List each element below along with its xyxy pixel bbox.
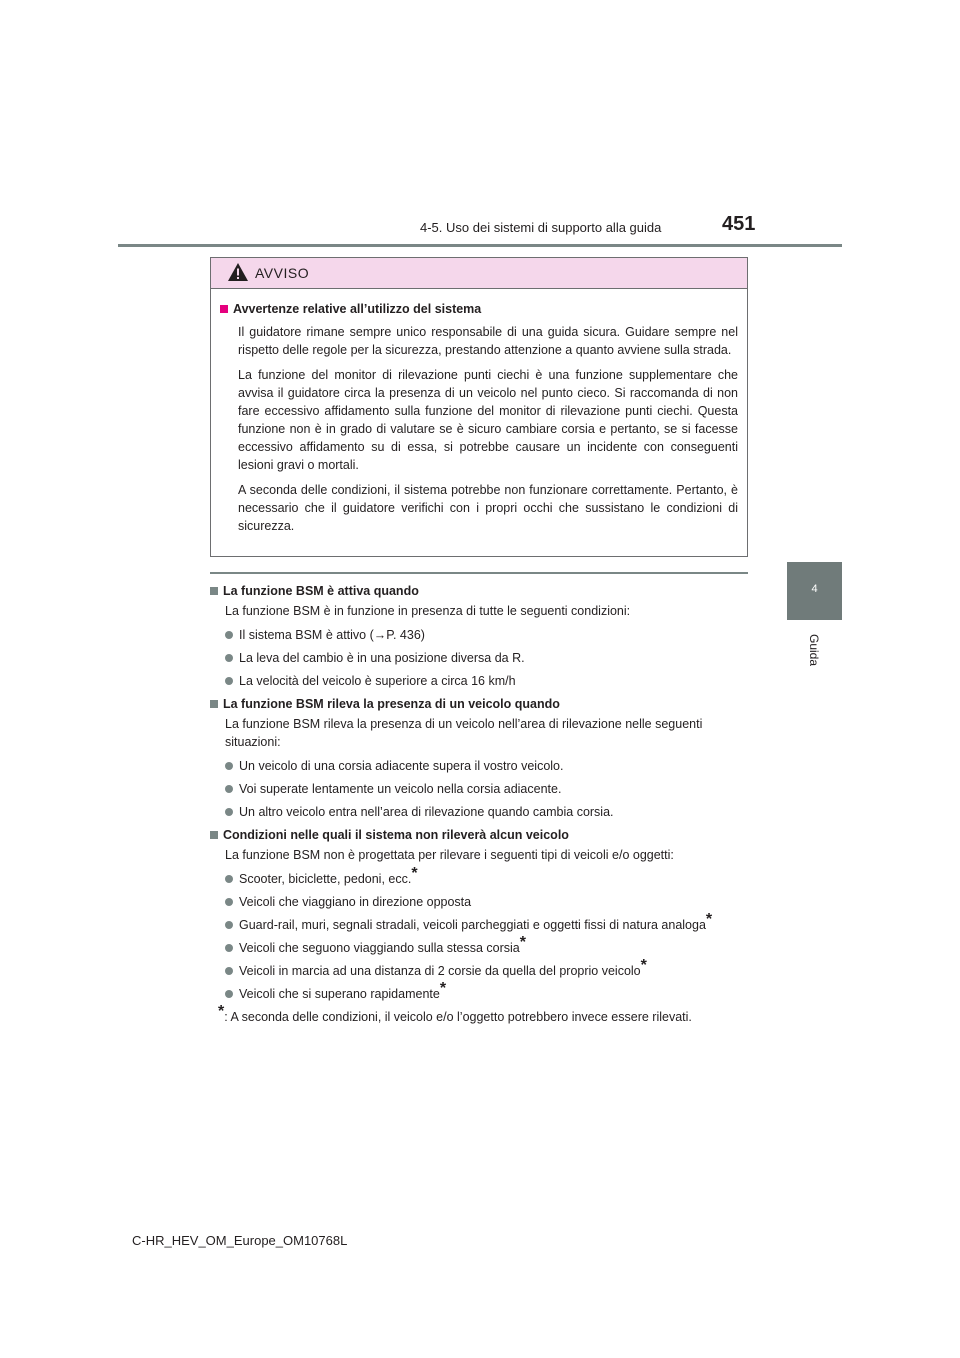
bullet-dot-icon: [225, 944, 233, 952]
warning-triangle-icon: [227, 262, 249, 282]
warning-paragraph: A seconda delle condizioni, il sistema potrebbe non funzionare correttamente. Pertanto, è necessario che il guidatore verifichi con i propri occhi che sussistano le condizioni di sicurezza.: [238, 483, 738, 533]
asterisk-mark: *: [705, 911, 713, 928]
bullet-dot-icon: [225, 921, 233, 929]
asterisk-mark: *: [640, 957, 647, 974]
footnote-text: : A seconda delle condizioni, il veicolo e/o l’oggetto potrebbero invece essere rilevati.: [224, 1010, 692, 1024]
page-number: 451: [722, 213, 756, 235]
list-item-text: Il sistema BSM è attivo (→P. 436): [239, 628, 425, 642]
section-divider: [210, 572, 748, 574]
asterisk-mark: *: [411, 865, 418, 882]
section-intro: La funzione BSM rileva la presenza di un veicolo nell’area di rilevazione nelle seguenti situazioni:: [225, 717, 703, 749]
bullet-dot-icon: [225, 898, 233, 906]
warning-box: [210, 257, 748, 557]
list-item-text: La velocità del veicolo è superiore a circa 16 km/h: [239, 674, 516, 688]
list-item-text: Un veicolo di una corsia adiacente supera il vostro veicolo.: [239, 759, 564, 773]
bullet-dot-icon: [225, 631, 233, 639]
list-item-text: Veicoli che si superano rapidamente: [239, 987, 440, 1001]
list-item: [225, 893, 750, 911]
section-heading-text: La funzione BSM è attiva quando: [223, 584, 419, 598]
section-intro: La funzione BSM non è progettata per rilevare i seguenti tipi di veicoli e/o oggetti:: [225, 848, 674, 862]
section-heading: [210, 826, 750, 844]
warning-paragraph: Il guidatore rimane sempre unico responsabile di una guida sicura. Guidare sempre nel rispetto delle regole per la sicurezza, prestando attenzione a quanto avviene sulla strada.: [238, 325, 738, 357]
square-bullet-icon: [210, 831, 218, 839]
section-heading-text: La funzione BSM rileva la presenza di un veicolo quando: [223, 697, 560, 711]
section-heading: [210, 695, 750, 713]
list-item: [225, 780, 750, 798]
bullet-dot-icon: [225, 762, 233, 770]
list-item: [225, 803, 750, 821]
list-item: [225, 934, 750, 957]
bullet-dot-icon: [225, 967, 233, 975]
bullet-dot-icon: [225, 677, 233, 685]
list-item-text: Scooter, biciclette, pedoni, ecc.: [239, 872, 412, 886]
list-item: [225, 911, 750, 934]
list-item-text: La leva del cambio è in una posizione diversa da R.: [239, 651, 525, 665]
header-section-title: 4-5. Uso dei sistemi di supporto alla guida: [420, 220, 662, 235]
bullet-dot-icon: [225, 808, 233, 816]
warning-header: [211, 258, 747, 289]
list-item: [225, 865, 750, 888]
warning-heading: [220, 302, 738, 316]
section-intro: La funzione BSM è in funzione in presenza di tutte le seguenti condizioni:: [225, 604, 631, 618]
list-item-text: Guard-rail, muri, segnali stradali, veicoli parcheggiati e oggetti fissi di natura analoga: [239, 918, 706, 932]
list-item: [225, 980, 750, 1003]
list-item: [225, 672, 750, 690]
list-item-text: Veicoli che seguono viaggiando sulla stessa corsia: [239, 941, 520, 955]
list-item: [225, 626, 750, 644]
header-divider: [118, 244, 842, 247]
section-heading: [210, 582, 750, 600]
asterisk-mark: *: [218, 1003, 225, 1020]
list-item-text: Voi superate lentamente un veicolo nella corsia adiacente.: [239, 782, 562, 796]
list-item-text: Veicoli che viaggiano in direzione opposta: [239, 895, 472, 909]
section-heading-text: Condizioni nelle quali il sistema non rileverà alcun veicolo: [223, 828, 569, 842]
document-code: C-HR_HEV_OM_Europe_OM10768L: [132, 1233, 348, 1248]
bullet-dot-icon: [225, 875, 233, 883]
warning-heading-text: Avvertenze relative all’utilizzo del sistema: [233, 302, 482, 316]
list-item: [225, 649, 750, 667]
list-item-text: Un altro veicolo entra nell’area di rilevazione quando cambia corsia.: [239, 805, 614, 819]
list-item: [225, 957, 750, 980]
chapter-number: 4: [811, 583, 818, 595]
chapter-label: Guida: [807, 633, 821, 667]
warning-title: AVVISO: [255, 265, 310, 281]
asterisk-mark: *: [439, 980, 447, 997]
footnote: [218, 1003, 750, 1026]
bullet-dot-icon: [225, 785, 233, 793]
list-item: [225, 757, 750, 775]
chapter-tab: [787, 562, 842, 620]
warning-paragraph: La funzione del monitor di rilevazione punti ciechi è una funzione supplementare che avvisa il guidatore circa la presenza di un veicolo nel punto cieco. Si raccomanda di non fare eccessivo affidamento sulla funzione del monitor di rilevazione punti ciechi. Questa funzione non è in grado di valutare se è sicuro cambiare corsia e pertanto, se si facesse eccessivo affidamento su di essa, si potrebbe causare un incidente con conseguenti lesioni gravi o mortali.: [238, 368, 738, 472]
warning-body: [211, 289, 747, 535]
asterisk-mark: *: [519, 934, 526, 951]
square-bullet-icon: [210, 700, 218, 708]
list-item-text: Veicoli in marcia ad una distanza di 2 corsie da quella del proprio veicolo: [239, 964, 641, 978]
chapter-label-container: [800, 628, 828, 672]
main-content: [210, 582, 750, 1026]
square-bullet-icon: [210, 587, 218, 595]
square-bullet-icon: [220, 305, 228, 313]
bullet-dot-icon: [225, 990, 233, 998]
bullet-dot-icon: [225, 654, 233, 662]
